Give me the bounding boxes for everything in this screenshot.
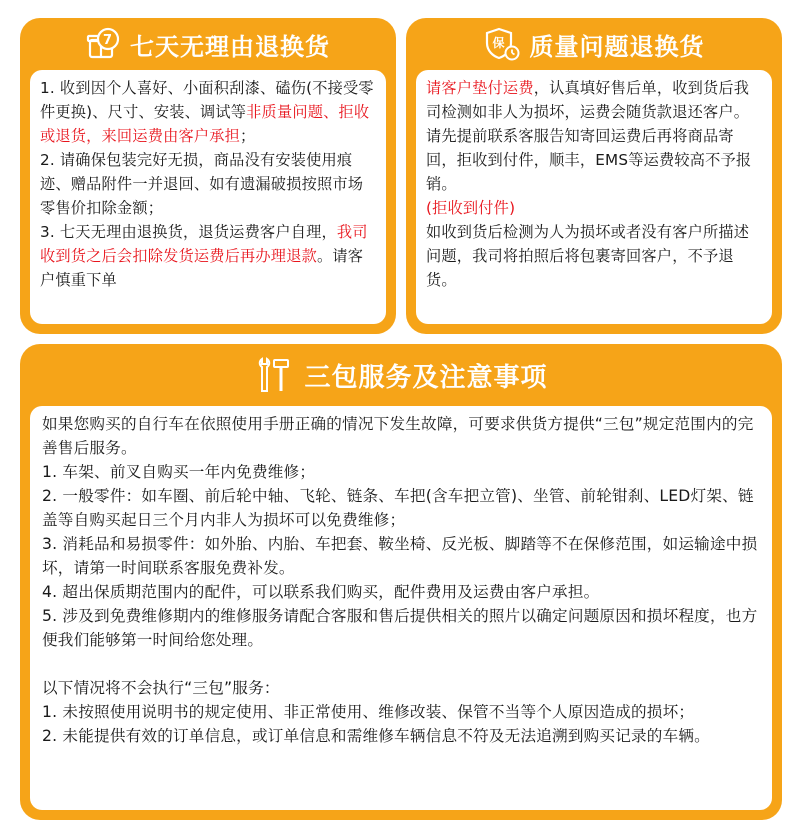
wrench-hammer-icon [254, 355, 294, 395]
shield-badge-label: 保 [491, 36, 506, 50]
warranty-item-3: 3. 消耗品和易损零件：如外胎、内胎、车把套、鞍坐椅、反光板、脚踏等不在保修范围，如运输途中损坏，请第一时间联系客服免费补发。 [42, 535, 758, 577]
policy-item-1-end: ； [240, 127, 256, 145]
quality-item-2: (拒收到付件) [426, 199, 516, 217]
warranty-item-1: 1. 车架、前叉自购买一年内免费维修； [42, 463, 316, 481]
policy-item-2: 2. 请确保包装完好无损，商品没有安装使用痕迹、赠品附件一并退回、如有遗漏破损按照市场零售价扣除金额； [40, 151, 364, 217]
spacer [42, 652, 760, 676]
seven-day-return-title: 七天无理由退换货 [130, 32, 330, 61]
warranty-intro: 如果您购买的自行车在依照使用手册正确的情况下发生故障，可要求供货方提供“三包”规定范围内的完善售后服务。 [42, 415, 754, 457]
warranty-service-body [30, 406, 772, 810]
gift-7day-icon [86, 27, 120, 61]
quality-item-3: 如收到货后检测为人为损坏或者没有客户所描述问题，我司将拍照后将包裹寄回客户，不予退货。 [426, 223, 750, 289]
quality-item-1-text: ，认真填好售后单，收到货后我司检测如非人为损坏，运费会随货款退还客户。请先提前联系客服告知寄回运费后再将商品寄回，拒收到付件，顺丰，EMS等运费较高不予报销。 [426, 79, 752, 193]
policy-item-1-text: 1. 收到因个人喜好、小面积刮漆、磕伤(不接受零件更换)、尺寸、安装、调试等 [40, 79, 374, 121]
policy-item-3-text: 3. 七天无理由退换货，退货运费客户自理， [40, 223, 337, 241]
warranty-service-header [20, 344, 782, 406]
seven-day-return-card [20, 18, 396, 334]
warranty-item-5: 5. 涉及到免费维修期内的维修服务请配合客服和售后提供相关的照片以确定问题原因和损坏程度，也方便我们能够第一时间给您处理。 [42, 607, 758, 649]
shield-clock-icon [484, 26, 520, 62]
warranty-service-card [20, 344, 782, 820]
quality-return-title: 质量问题退换货 [529, 32, 705, 61]
seven-day-return-body [30, 70, 386, 324]
exclusion-item-2: 2. 未能提供有效的订单信息，或订单信息和需维修车辆信息不符及无法追溯到购买记录的车辆。 [42, 727, 710, 745]
exclusions-title: 以下情况将不会执行“三包”服务： [42, 679, 280, 697]
seven-day-return-header [20, 18, 396, 70]
policy-item-3-end: 。请客户慎重下单 [40, 247, 364, 289]
quality-return-header [406, 18, 782, 70]
svg-text:7: 7 [102, 33, 114, 48]
policy-item-1-highlight: 非质量问题、拒收或退货，来回运费由客户承担 [40, 103, 370, 145]
exclusion-item-1: 1. 未按照使用说明书的规定使用、非正常使用、维修改装、保管不当等个人原因造成的损坏； [42, 703, 695, 721]
quality-return-body [416, 70, 772, 324]
warranty-item-2: 2. 一般零件：如车圈、前后轮中轴、飞轮、链条、车把(含车把立管)、坐管、前轮钳刹、LED灯架、链盖等自购买起日三个月内非人为损坏可以免费维修； [42, 487, 754, 529]
quality-return-card [406, 18, 782, 334]
warranty-item-4: 4. 超出保质期范围内的配件，可以联系我们购买，配件费用及运费由客户承担。 [42, 583, 600, 601]
quality-item-1-highlight: 请客户垫付运费 [426, 79, 534, 97]
policy-item-3-highlight: 我司收到货之后会扣除发货运费后再办理退款 [40, 223, 368, 265]
warranty-service-title: 三包服务及注意事项 [304, 362, 548, 393]
